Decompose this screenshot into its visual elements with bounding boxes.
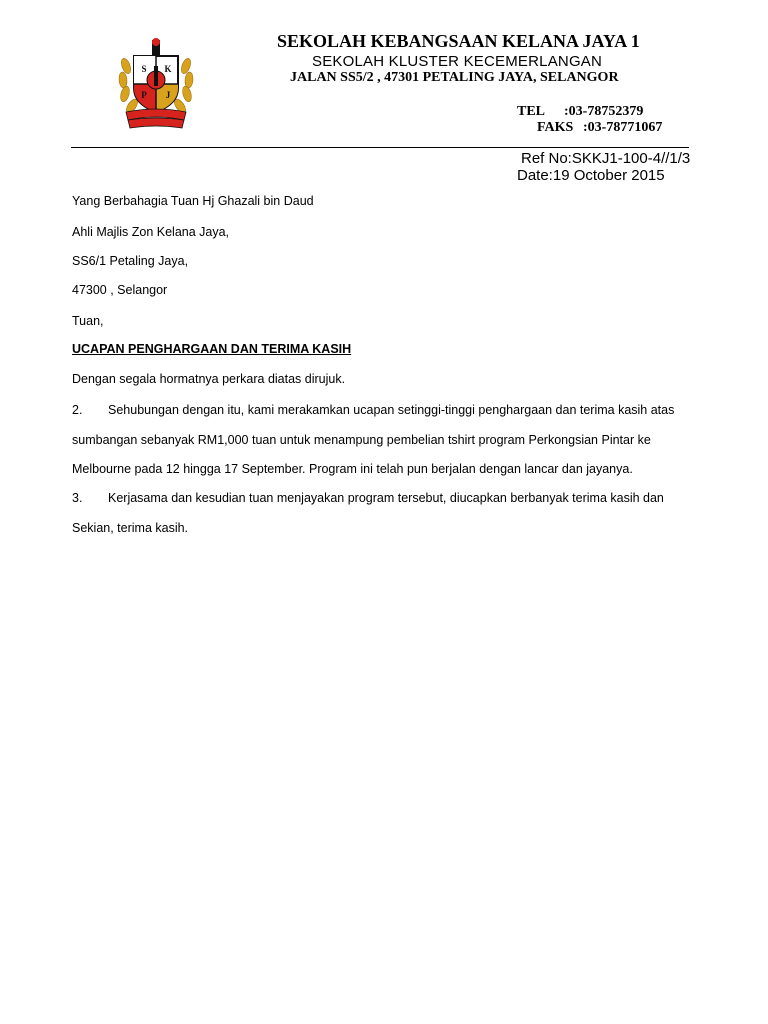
paragraph-2-line-2: sumbangan sebanyak RM1,000 tuan untuk menampung pembelian tshirt program Perkongsian Pintar ke (72, 433, 651, 447)
crest-letter-s: S (141, 64, 147, 74)
reference-number: Ref No:SKKJ1-100-4//1/3 (521, 150, 691, 167)
recipient-postcode: 47300 , Selangor (72, 283, 168, 297)
letter-date: Date:19 October 2015 (517, 167, 665, 184)
paragraph-3-number: 3. (72, 491, 83, 505)
fax-number: :03-78771067 (583, 120, 663, 135)
header-divider (71, 147, 689, 148)
fax-label: FAKS (537, 120, 574, 135)
paragraph-3-line-1: Kerjasama dan kesudian tuan menjayakan program tersebut, diucapkan berbanyak terima kasih dan (108, 491, 664, 505)
tel-label: TEL (517, 104, 546, 119)
crest-letter-p: P (141, 90, 147, 100)
salutation: Tuan, (72, 314, 104, 328)
tel-number: :03-78752379 (564, 104, 644, 119)
paragraph-2-line-3: Melbourne pada 12 hingga 17 September. Program ini telah pun berjalan dengan lancar dan jayanya. (72, 462, 633, 476)
recipient-name: Yang Berbahagia Tuan Hj Ghazali bin Daud (72, 194, 314, 208)
school-cluster-title: SEKOLAH KLUSTER KECEMERLANGAN (312, 53, 603, 70)
crest-letter-j: J (165, 90, 171, 100)
school-name: SEKOLAH KEBANGSAAN KELANA JAYA 1 (277, 31, 640, 51)
paragraph-2-number: 2. (72, 403, 83, 417)
school-address: JALAN SS5/2 , 47301 PETALING JAYA, SELANGOR (290, 70, 619, 85)
crest-letter-k: K (164, 64, 172, 74)
school-crest-logo (116, 36, 196, 132)
recipient-address-line: SS6/1 Petaling Jaya, (72, 254, 189, 268)
intro-paragraph: Dengan segala hormatnya perkara diatas dirujuk. (72, 372, 346, 386)
closing-remark: Sekian, terima kasih. (72, 521, 189, 535)
recipient-title: Ahli Majlis Zon Kelana Jaya, (72, 225, 230, 239)
paragraph-2-line-1: Sehubungan dengan itu, kami merakamkan ucapan setinggi-tinggi penghargaan dan terima kasih atas (108, 403, 675, 417)
letter-subject: UCAPAN PENGHARGAAN DAN TERIMA KASIH (72, 342, 352, 356)
